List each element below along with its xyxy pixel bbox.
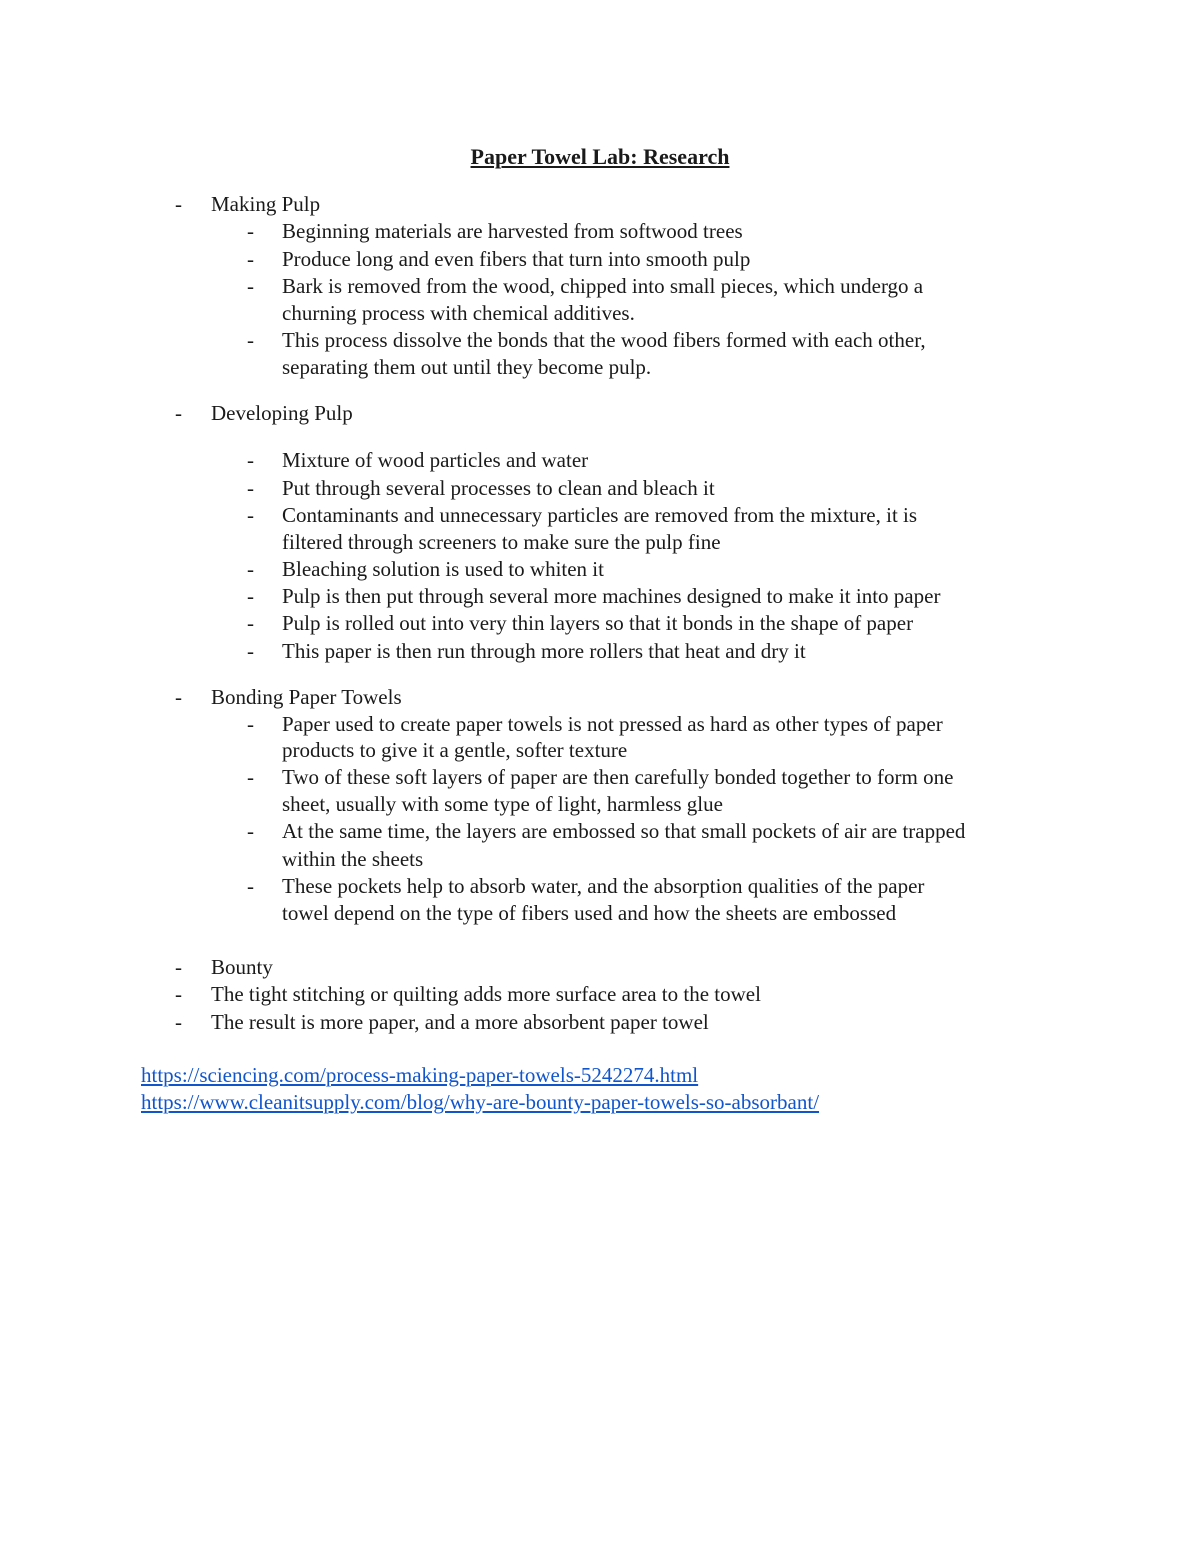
bullet-dash: - — [175, 685, 182, 709]
document-title: Paper Towel Lab: Research — [470, 144, 730, 169]
list-item: Bark is removed from the wood, chipped into small pieces, which undergo a — [282, 274, 924, 298]
list-item-continuation: towel depend on the type of fibers used and how the sheets are embossed — [282, 901, 897, 925]
bullet-dash: - — [247, 712, 254, 736]
list-item-continuation: within the sheets — [282, 847, 424, 871]
bullet-dash: - — [175, 192, 182, 216]
list-item: Beginning materials are harvested from softwood trees — [282, 219, 743, 243]
list-item: Contaminants and unnecessary particles are removed from the mixture, it is — [282, 503, 918, 527]
bullet-dash: - — [247, 639, 254, 663]
list-item-continuation: products to give it a gentle, softer texture — [282, 738, 628, 762]
list-item: This process dissolve the bonds that the wood fibers formed with each other, — [282, 328, 926, 352]
source-link-sciencing[interactable]: https://sciencing.com/process-making-paper-towels-5242274.html — [141, 1063, 699, 1087]
list-item: Pulp is then put through several more machines designed to make it into paper — [282, 584, 941, 608]
section-heading-developing-pulp: Developing Pulp — [211, 401, 353, 425]
list-item: Two of these soft layers of paper are then carefully bonded together to form one — [282, 765, 954, 789]
bullet-dash: - — [247, 819, 254, 843]
bullet-dash: - — [247, 611, 254, 635]
bullet-dash: - — [247, 765, 254, 789]
bullet-dash: - — [247, 874, 254, 898]
list-item: This paper is then run through more rollers that heat and dry it — [282, 639, 806, 663]
list-item: Put through several processes to clean and bleach it — [282, 476, 715, 500]
list-item-continuation: sheet, usually with some type of light, harmless glue — [282, 792, 723, 816]
list-item: At the same time, the layers are embossed so that small pockets of air are trapped — [282, 819, 966, 843]
section-heading-bounty: Bounty — [211, 955, 273, 979]
bullet-dash: - — [175, 955, 182, 979]
list-item: Bleaching solution is used to whiten it — [282, 557, 604, 581]
list-item: Pulp is rolled out into very thin layers so that it bonds in the shape of paper — [282, 611, 914, 635]
list-item: Paper used to create paper towels is not pressed as hard as other types of paper — [282, 712, 943, 736]
list-item: The tight stitching or quilting adds more surface area to the towel — [211, 982, 761, 1006]
source-link-cleanitsupply[interactable]: https://www.cleanitsupply.com/blog/why-are-bounty-paper-towels-so-absorbant/ — [141, 1090, 820, 1114]
bullet-dash: - — [247, 557, 254, 581]
bullet-dash: - — [175, 982, 182, 1006]
bullet-dash: - — [247, 219, 254, 243]
list-item-continuation: churning process with chemical additives. — [282, 301, 635, 325]
section-heading-making-pulp: Making Pulp — [211, 192, 321, 216]
bullet-dash: - — [247, 247, 254, 271]
bullet-dash: - — [247, 476, 254, 500]
bullet-dash: - — [247, 274, 254, 298]
list-item-continuation: filtered through screeners to make sure the pulp fine — [282, 530, 721, 554]
list-item: Mixture of wood particles and water — [282, 448, 589, 472]
list-item: Produce long and even fibers that turn into smooth pulp — [282, 247, 751, 271]
bullet-dash: - — [175, 1010, 182, 1034]
bullet-dash: - — [247, 448, 254, 472]
bullet-dash: - — [247, 584, 254, 608]
bullet-dash: - — [175, 401, 182, 425]
list-item: These pockets help to absorb water, and the absorption qualities of the paper — [282, 874, 925, 898]
bullet-dash: - — [247, 503, 254, 527]
bullet-dash: - — [247, 328, 254, 352]
list-item: The result is more paper, and a more absorbent paper towel — [211, 1010, 709, 1034]
section-heading-bonding: Bonding Paper Towels — [211, 685, 402, 709]
list-item-continuation: separating them out until they become pulp. — [282, 355, 652, 379]
